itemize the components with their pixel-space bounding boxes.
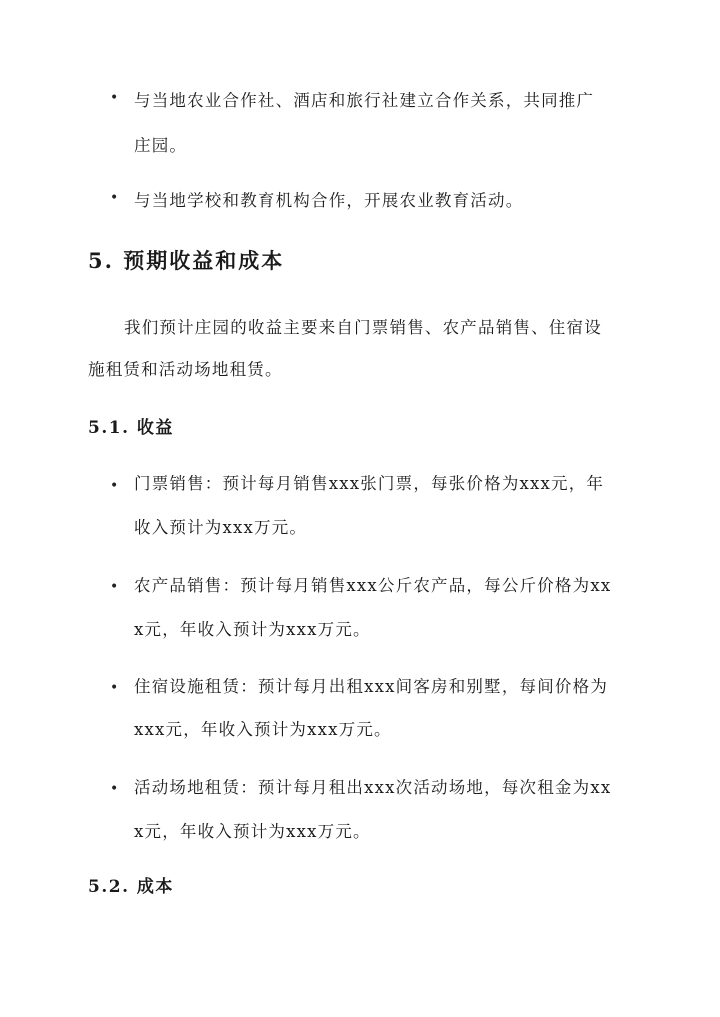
revenue-item-line: xxx元，年收入预计为xxx万元。 — [134, 720, 392, 739]
section-heading: 5. 预期收益和成本 — [88, 248, 285, 273]
partner-item-line: 庄园。 — [134, 136, 188, 155]
bullet-dot: • — [110, 90, 119, 106]
subsection-heading: 5.1. 收益 — [88, 418, 174, 438]
bullet-dot: • — [110, 781, 119, 797]
intro-paragraph-line: 我们预计庄园的收益主要来自门票销售、农产品销售、住宿设 — [124, 318, 602, 337]
bullet-dot: • — [110, 579, 119, 595]
revenue-item-line: 住宿设施租赁：预计每月出租xxx间客房和别墅，每间价格为 — [134, 677, 609, 696]
revenue-item-line: 活动场地租赁：预计每月租出xxx次活动场地，每次租金为xx — [134, 778, 612, 797]
bullet-dot: • — [110, 478, 119, 494]
revenue-item-line: 门票销售：预计每月销售xxx张门票，每张价格为xxx元，年 — [134, 474, 605, 493]
revenue-item-line: x元，年收入预计为xxx万元。 — [134, 822, 371, 841]
partner-item-line: 与当地农业合作社、酒店和旅行社建立合作关系，共同推广 — [134, 91, 595, 110]
bullet-dot: • — [110, 190, 119, 206]
partner-item-line: 与当地学校和教育机构合作，开展农业教育活动。 — [134, 191, 524, 210]
intro-paragraph-line: 施租赁和活动场地租赁。 — [88, 360, 283, 379]
revenue-item-line: x元，年收入预计为xxx万元。 — [134, 620, 371, 639]
revenue-item-line: 农产品销售：预计每月销售xxx公斤农产品，每公斤价格为xx — [134, 576, 612, 595]
revenue-item-line: 收入预计为xxx万元。 — [134, 518, 308, 537]
bullet-dot: • — [110, 680, 119, 696]
subsection-heading: 5.2. 成本 — [88, 877, 174, 897]
